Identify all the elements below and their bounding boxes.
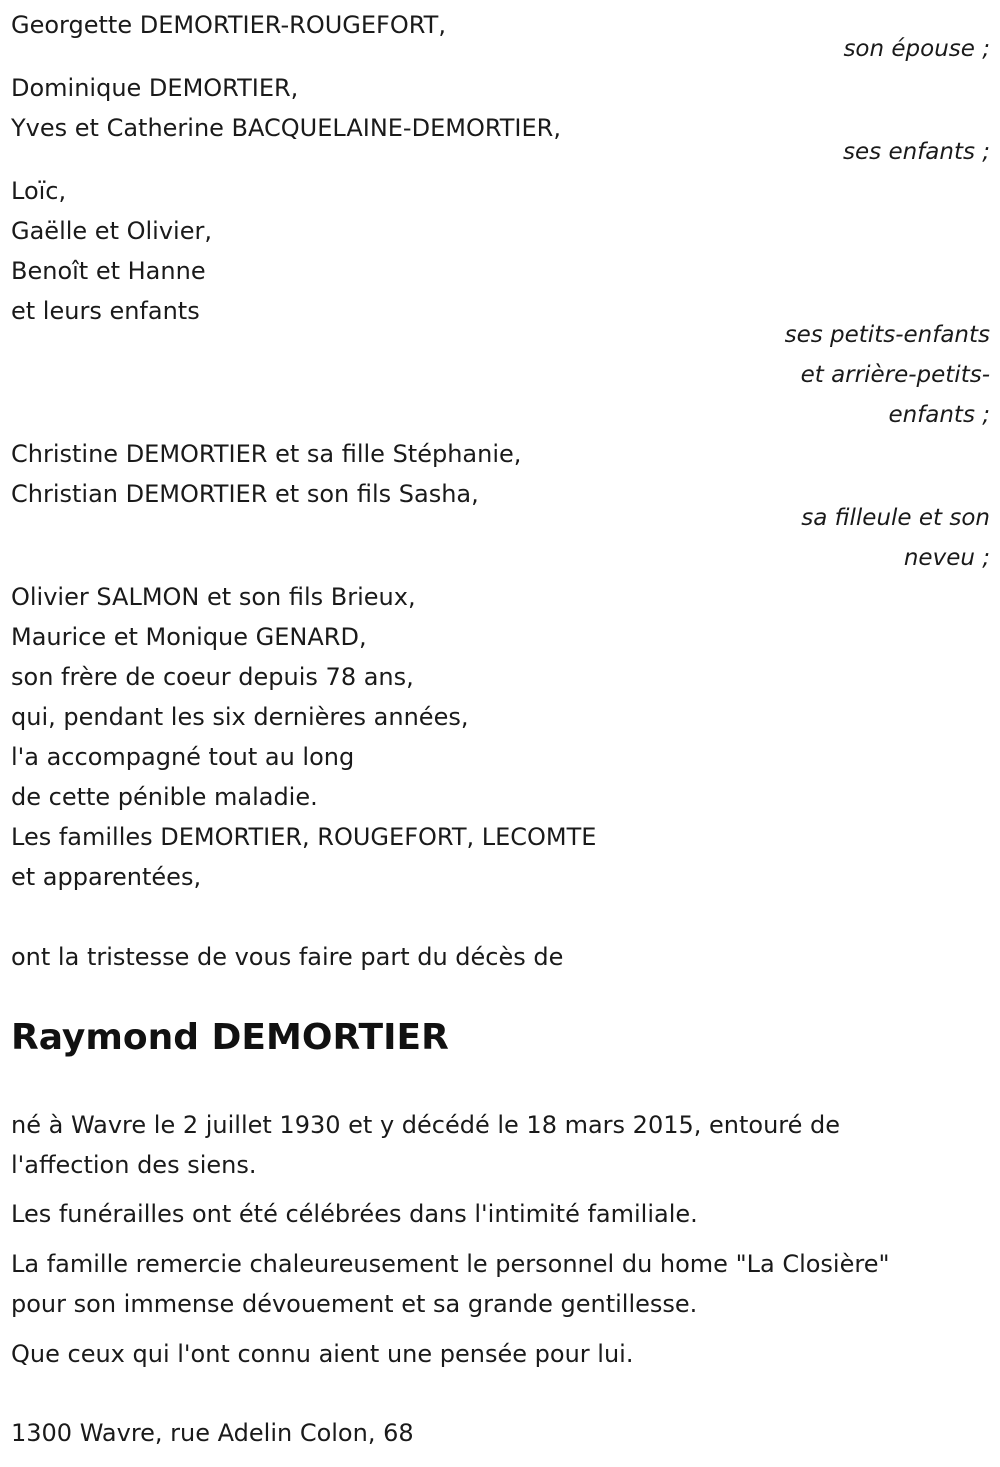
grandchild-line: Benoît et Hanne [11,257,206,285]
thanks-line: La famille remercie chaleureusement le personnel du home "La Closière" [11,1250,890,1278]
other-family-line: qui, pendant les six dernières années, [11,703,469,731]
other-family-line: Olivier SALMON et son fils Brieux, [11,583,416,611]
address-line: 1300 Wavre, rue Adelin Colon, 68 [11,1419,414,1447]
thanks-line: pour son immense dévouement et sa grande gentillesse. [11,1290,698,1318]
other-family-line: et apparentées, [11,863,202,891]
announcement-line: ont la tristesse de vous faire part du décès de [11,943,564,971]
other-family-line: l'a accompagné tout au long [11,743,355,771]
child-line: Dominique DEMORTIER, [11,74,299,102]
grandchildren-role: et arrière-petits- [800,362,990,388]
grandchildren-role: enfants ; [888,402,990,428]
godchild-line: Christian DEMORTIER et son fils Sasha, [11,480,479,508]
grandchild-line: et leurs enfants [11,297,200,325]
grandchild-line: Loïc, [11,177,67,205]
godchildren-role: sa filleule et son [801,505,990,531]
godchild-line: Christine DEMORTIER et sa fille Stéphanie, [11,440,522,468]
other-family-line: son frère de coeur depuis 78 ans, [11,663,414,691]
children-role: ses enfants ; [843,139,990,165]
spouse-line: Georgette DEMORTIER-ROUGEFORT, [11,11,446,39]
child-line: Yves et Catherine BACQUELAINE-DEMORTIER, [11,114,561,142]
birth-death-line: l'affection des siens. [11,1151,257,1179]
grandchildren-role: ses petits-enfants [784,322,990,348]
other-family-line: de cette pénible maladie. [11,783,318,811]
other-family-line: Maurice et Monique GENARD, [11,623,367,651]
birth-death-line: né à Wavre le 2 juillet 1930 et y décédé le 18 mars 2015, entouré de [11,1111,841,1139]
spouse-role: son épouse ; [843,36,990,62]
thought-line: Que ceux qui l'ont connu aient une pensée pour lui. [11,1340,634,1368]
other-family-line: Les familles DEMORTIER, ROUGEFORT, LECOMTE [11,823,597,851]
godchildren-role: neveu ; [903,545,990,571]
deceased-name: Raymond DEMORTIER [11,1017,449,1058]
funeral-line: Les funérailles ont été célébrées dans l'intimité familiale. [11,1200,698,1228]
grandchild-line: Gaëlle et Olivier, [11,217,212,245]
